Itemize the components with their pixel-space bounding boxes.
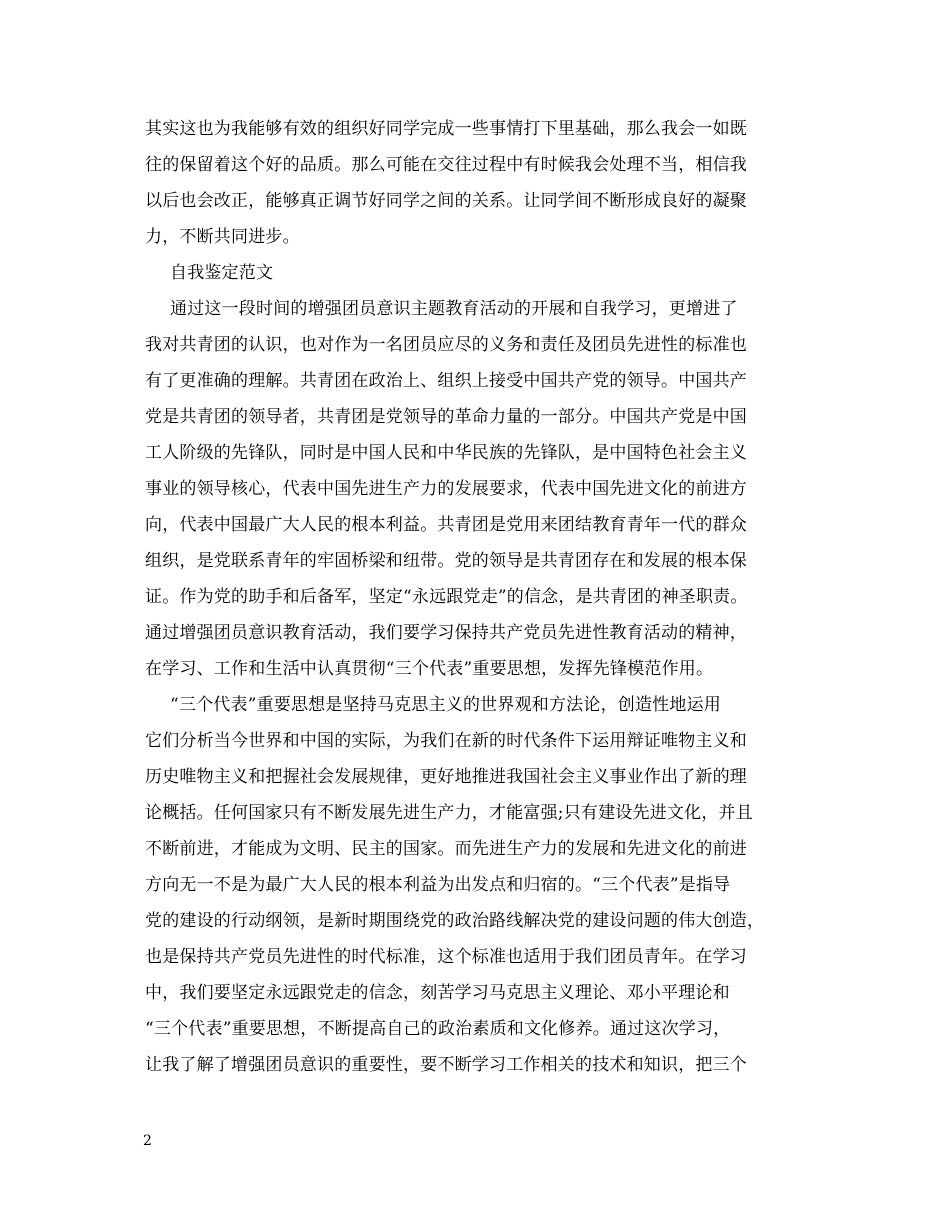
text-line: 不断前进，才能成为文明、民主的国家。而先进生产力的发展和先进文化的前进	[145, 839, 747, 859]
page-number: 2	[143, 1133, 152, 1149]
text-line: 组织，是党联系青年的牢固桥梁和纽带。党的领导是共青团存在和发展的根本保	[145, 551, 747, 571]
text-line: 也是保持共产党员先进性的时代标准，这个标准也适用于我们团员青年。在学习	[145, 947, 747, 967]
text-line: 证。作为党的助手和后备军，坚定“永远跟党走”的信念，是共青团的神圣职责。	[145, 587, 748, 607]
text-line: 工人阶级的先锋队，同时是中国人民和中华民族的先锋队，是中国特色社会主义	[145, 443, 747, 463]
text-line: 自我鉴定范文	[170, 263, 274, 283]
text-line: “三个代表”重要思想，不断提高自己的政治素质和文化修养。通过这次学习，	[145, 1019, 731, 1039]
text-line: 通过增强团员意识教育活动，我们要学习保持共产党员先进性教育活动的精神，	[145, 623, 747, 643]
text-line: “三个代表”重要思想是坚持马克思主义的世界观和方法论，创造性地运用	[170, 695, 721, 715]
text-line: 往的保留着这个好的品质。那么可能在交往过程中有时候我会处理不当，相信我	[145, 155, 747, 175]
text-line: 向，代表中国最广大人民的根本利益。共青团是党用来团结教育青年一代的群众	[145, 515, 747, 535]
text-line: 通过这一段时间的增强团员意识主题教育活动的开展和自我学习，更增进了	[170, 299, 738, 319]
text-line: 党的建设的行动纲领，是新时期围绕党的政治路线解决党的建设问题的伟大创造，	[145, 911, 765, 931]
text-line: 党是共青团的领导者，共青团是党领导的革命力量的一部分。中国共产党是中国	[145, 407, 747, 427]
text-line: 在学习、工作和生活中认真贯彻“三个代表”重要思想，发挥先锋模范作用。	[145, 659, 714, 679]
text-line: 以后也会改正，能够真正调节好同学之间的关系。让同学间不断形成良好的凝聚	[145, 191, 747, 211]
text-line: 其实这也为我能够有效的组织好同学完成一些事情打下里基础，那么我会一如既	[145, 119, 747, 139]
text-line: 中，我们要坚定永远跟党走的信念，刻苦学习马克思主义理论、邓小平理论和	[145, 983, 730, 1003]
body-text	[145, 111, 835, 1083]
text-line: 让我了解了增强团员意识的重要性，要不断学习工作相关的技术和知识，把三个	[145, 1055, 747, 1075]
text-line: 历史唯物主义和把握社会发展规律，更好地推进我国社会主义事业作出了新的理	[145, 767, 747, 787]
text-line: 有了更准确的理解。共青团在政治上、组织上接受中国共产党的领导。中国共产	[145, 371, 747, 391]
text-line: 力，不断共同进步。	[145, 227, 300, 247]
text-line: 我对共青团的认识，也对作为一名团员应尽的义务和责任及团员先进性的标准也	[145, 335, 747, 355]
text-line: 方向无一不是为最广大人民的根本利益为出发点和归宿的。“三个代表”是指导	[145, 875, 731, 895]
text-line: 它们分析当今世界和中国的实际，为我们在新的时代条件下运用辩证唯物主义和	[145, 731, 747, 751]
text-line: 事业的领导核心，代表中国先进生产力的发展要求，代表中国先进文化的前进方	[145, 479, 747, 499]
text-line: 论概括。任何国家只有不断发展先进生产力，才能富强;只有建设先进文化，并且	[145, 803, 753, 823]
